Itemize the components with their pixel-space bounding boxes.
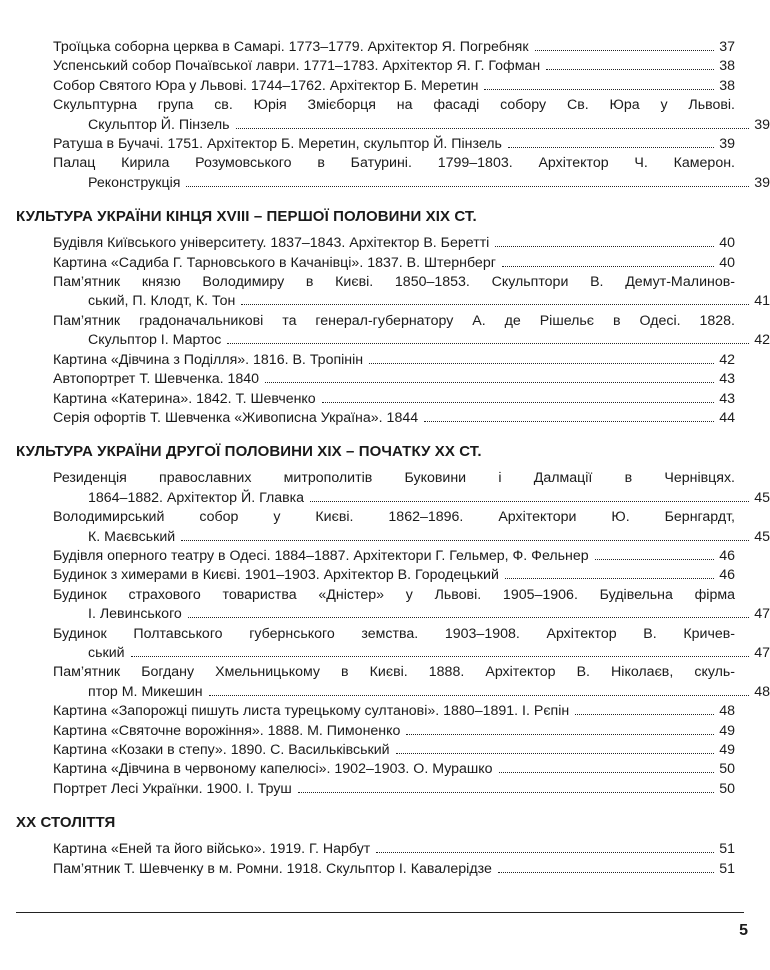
dot-leader [181, 540, 749, 541]
entry-title-line1: Будинок страхового товариства «Дністер» у Львові. 1905–1906. Будівельна фірма [53, 586, 735, 603]
section-heading: КУЛЬТУРА УКРАЇНИ КІНЦЯ XVIII – ПЕРШОЇ ПОЛОВИНИ XIX СТ. [16, 208, 477, 226]
toc-entry [53, 840, 735, 859]
dot-leader [186, 186, 749, 187]
entry-page: 42 [719, 351, 735, 368]
entry-page: 40 [719, 235, 735, 252]
toc-entry [53, 77, 735, 96]
toc-entry [53, 722, 735, 741]
dot-leader [188, 617, 749, 618]
entry-page: 45 [754, 528, 770, 545]
entry-title: Автопортрет Т. Шевченка. 1840 [53, 371, 260, 388]
entry-title: Скульптор Й. Пінзель [88, 116, 230, 133]
entry-title: Картина «Святочне ворожіння». 1888. М. Пимоненко [53, 722, 401, 739]
toc-entry [53, 57, 735, 76]
entry-page: 50 [719, 780, 735, 797]
entry-title: ський, П. Клодт, К. Тон [88, 293, 236, 310]
toc-entry [53, 566, 735, 585]
toc-section-entries [53, 38, 770, 193]
dot-leader [236, 128, 749, 129]
entry-title: Картина «Дівчина в червоному капелюсі». 1902–1903. О. Мурашко [53, 761, 493, 778]
toc-entry [53, 254, 735, 273]
entry-title-line1: Пам’ятник градоначальникові та генерал-губернатору А. де Рішельє в Одесі. 1828. [53, 312, 735, 329]
entry-page: 50 [719, 761, 735, 778]
dot-leader [131, 656, 749, 657]
dot-leader [310, 501, 749, 502]
entry-title: Ратуша в Бучачі. 1751. Архітектор Б. Меретин, скульптор Й. Пінзель [53, 136, 502, 153]
entry-title: птор М. Микешин [88, 683, 203, 700]
entry-page: 48 [719, 703, 735, 720]
entry-page: 43 [719, 371, 735, 388]
entry-page: 39 [719, 136, 735, 153]
entry-title: Серія офортів Т. Шевченка «Живописна Україна». 1844 [53, 409, 419, 426]
section-heading: XX СТОЛІТТЯ [16, 814, 116, 832]
entry-page: 38 [719, 58, 735, 75]
entry-page: 51 [719, 860, 735, 877]
entry-page: 38 [719, 77, 735, 94]
entry-page: 46 [719, 547, 735, 564]
entry-title: Будівля оперного театру в Одесі. 1884–1887. Архітектори Г. Гельмер, Ф. Фельнер [53, 547, 589, 564]
entry-title: Картина «Еней та його військо». 1919. Г. Нарбут [53, 841, 371, 858]
toc-entry [53, 547, 735, 566]
dot-leader [424, 421, 714, 422]
entry-title-line1: Палац Кирила Розумовського в Батурині. 1799–1803. Архітектор Ч. Камерон. [53, 155, 735, 172]
entry-title-line1: Будинок Полтавського губернського земства. 1903–1908. Архітектор В. Кричев- [53, 625, 735, 642]
toc-entry [53, 273, 770, 312]
toc-section-entries [53, 840, 735, 879]
entry-title: Успенський собор Почаївської лаври. 1771–1783. Архітектор Я. Г. Гофман [53, 58, 541, 75]
dot-leader [376, 852, 714, 853]
entry-page: 49 [719, 742, 735, 758]
toc-entry [53, 586, 770, 625]
dot-leader [265, 382, 714, 383]
toc-entry [53, 135, 735, 154]
toc-entry [53, 663, 770, 702]
toc-entry [53, 760, 735, 779]
entry-page: 46 [719, 567, 735, 584]
toc-entry [53, 234, 735, 253]
entry-page: 47 [754, 644, 770, 661]
dot-leader [546, 69, 714, 70]
toc-entry [53, 780, 735, 799]
entry-page: 49 [719, 722, 735, 739]
toc-entry [53, 96, 770, 135]
entry-title: 1864–1882. Архітектор Й. Главка [88, 489, 305, 506]
entry-page: 51 [719, 841, 735, 858]
toc-section-entries [53, 234, 770, 428]
toc-entry [53, 860, 735, 879]
toc-entry [53, 154, 770, 193]
toc-entry [53, 370, 735, 389]
table-of-contents [0, 38, 770, 879]
page-number: 5 [739, 922, 748, 939]
dot-leader [502, 266, 714, 267]
toc-entry [53, 702, 735, 721]
dot-leader [298, 792, 714, 793]
entry-title: Картина «Дівчина з Поділля». 1816. В. Тропінін [53, 351, 364, 368]
toc-entry [53, 741, 735, 760]
dot-leader [595, 559, 714, 560]
entry-title: Будівля Київського університету. 1837–1843. Архітектор В. Беретті [53, 235, 490, 252]
entry-page: 41 [754, 293, 770, 310]
dot-leader [209, 695, 749, 696]
entry-page: 44 [719, 409, 735, 426]
entry-title: І. Левинського [88, 606, 182, 623]
dot-leader [498, 872, 714, 873]
dot-leader [505, 578, 714, 579]
toc-entry [53, 38, 735, 57]
entry-title: Скульптор І. Мартос [88, 332, 222, 349]
entry-title: Портрет Лесі Українки. 1900. І. Труш [53, 780, 292, 797]
entry-page: 43 [719, 390, 735, 407]
toc-entry [53, 390, 735, 409]
entry-title: Будинок з химерами в Києві. 1901–1903. Архітектор В. Городецький [53, 567, 499, 584]
entry-title: К. Маєвський [88, 528, 176, 545]
dot-leader [406, 734, 714, 735]
section-heading: КУЛЬТУРА УКРАЇНИ ДРУГОЇ ПОЛОВИНИ XIX – ПОЧАТКУ XX СТ. [16, 443, 482, 461]
entry-title-line1: Скульптурна група св. Юрія Змієборця на фасаді собору Св. Юра у Львові. [53, 97, 735, 114]
entry-title: Картина «Козаки в степу». 1890. С. Васильківський [53, 742, 390, 758]
dot-leader [322, 402, 714, 403]
dot-leader [396, 753, 714, 754]
dot-leader [484, 89, 714, 90]
entry-title: Картина «Запорожці пишуть листа турецькому султанові». 1880–1891. І. Рєпін [53, 703, 570, 720]
toc-entry [53, 625, 770, 664]
entry-title: Троїцька соборна церква в Самарі. 1773–1779. Архітектор Я. Погребняк [53, 39, 529, 55]
toc-entry [53, 409, 735, 428]
entry-title: Картина «Садиба Г. Тарновського в Качанівці». 1837. В. Штернберг [53, 254, 496, 271]
toc-entry [53, 312, 770, 351]
dot-leader [369, 363, 714, 364]
entry-title: Реконструкція [88, 174, 181, 191]
footer-rule [16, 912, 744, 913]
entry-title: ський [88, 644, 125, 661]
entry-title: Картина «Катерина». 1842. Т. Шевченко [53, 390, 316, 407]
entry-title-line1: Володимирський собор у Києві. 1862–1896. Архітектори Ю. Бернгардт, [53, 509, 735, 526]
dot-leader [499, 772, 714, 773]
toc-section-entries [53, 469, 770, 799]
entry-title-line1: Пам’ятник Богдану Хмельницькому в Києві. 1888. Архітектор В. Ніколаєв, скуль- [53, 664, 735, 681]
dot-leader [508, 147, 714, 148]
entry-title: Собор Святого Юра у Львові. 1744–1762. Архітектор Б. Меретин [53, 77, 479, 94]
dot-leader [535, 50, 714, 51]
entry-page: 37 [719, 39, 735, 55]
entry-page: 45 [754, 489, 770, 506]
entry-title-line1: Резиденція православних митрополитів Буковини і Далмації в Чернівцях. [53, 470, 735, 487]
entry-page: 39 [754, 116, 770, 133]
entry-title-line1: Пам’ятник князю Володимиру в Києві. 1850–1853. Скульптори В. Демут-Малинов- [53, 274, 735, 291]
toc-entry [53, 469, 770, 508]
entry-title: Пам’ятник Т. Шевченку в м. Ромни. 1918. Скульптор І. Кавалерідзе [53, 860, 492, 877]
entry-page: 42 [754, 332, 770, 349]
dot-leader [495, 246, 714, 247]
dot-leader [575, 714, 714, 715]
entry-page: 47 [754, 606, 770, 623]
toc-entry [53, 351, 735, 370]
dot-leader [227, 343, 749, 344]
entry-page: 40 [719, 254, 735, 271]
entry-page: 48 [754, 683, 770, 700]
toc-entry [53, 508, 770, 547]
entry-page: 39 [754, 174, 770, 191]
dot-leader [241, 304, 749, 305]
